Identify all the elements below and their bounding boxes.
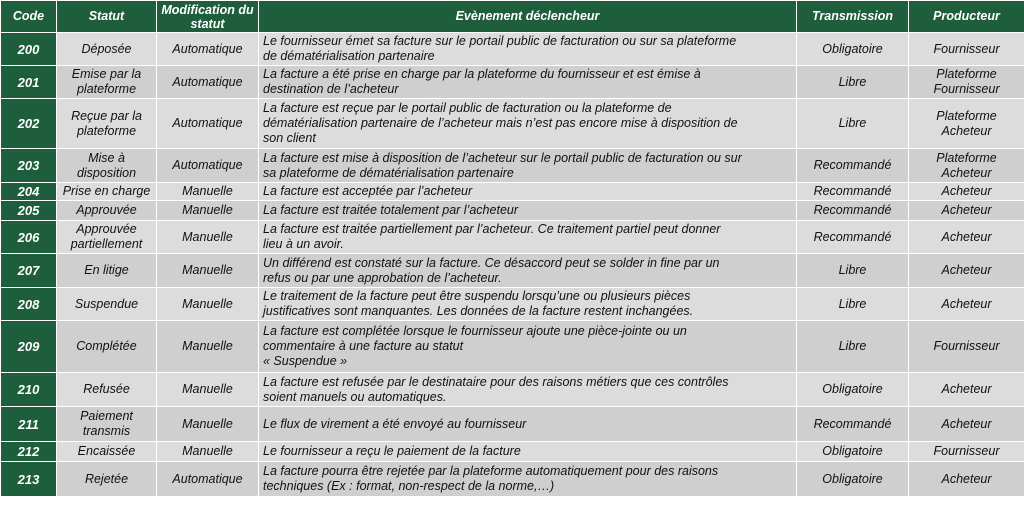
transmission-cell: Libre: [797, 321, 909, 373]
cell-line: Acheteur: [941, 184, 992, 198]
modification-cell: Automatique: [157, 99, 259, 149]
producteur-cell: [909, 183, 1024, 201]
code-cell: 203: [1, 149, 57, 183]
cell-line: Fournisseur: [933, 444, 1000, 458]
evenement-cell: [259, 99, 797, 149]
cell-line: « Suspendue »: [263, 354, 348, 368]
cell-line: Fournisseur: [933, 339, 1000, 353]
cell-line: sa plateforme de dématérialisation partenaire: [263, 165, 514, 180]
cell-line: disposition: [76, 165, 137, 180]
code-cell: 212: [1, 442, 57, 462]
evenement-cell: [259, 221, 797, 254]
cell-line: Plateforme: [936, 150, 997, 165]
cell-line: Emise par la: [71, 67, 142, 81]
statut-cell: [57, 288, 157, 321]
cell-line: Le traitement de la facture peut être suspendu lorsqu’une ou plusieurs pièces: [263, 289, 691, 303]
modification-cell: Automatique: [157, 462, 259, 497]
cell-line: soient manuels ou automatiques.: [263, 389, 447, 404]
cell-line: La facture est acceptée par l’acheteur: [263, 184, 473, 198]
table-row: [1, 99, 1024, 149]
table-row: [1, 373, 1024, 407]
cell-line: La facture a été prise en charge par la plateforme du fournisseur et est émise à: [263, 67, 701, 81]
cell-line: Refusée: [83, 382, 130, 396]
transmission-cell: Obligatoire: [797, 373, 909, 407]
code-cell: 209: [1, 321, 57, 373]
cell-line: Plateforme: [936, 108, 997, 123]
table-row: [1, 321, 1024, 373]
modification-cell: Manuelle: [157, 183, 259, 201]
cell-line: En litige: [84, 263, 129, 277]
modification-cell: Automatique: [157, 66, 259, 99]
cell-line: plateforme: [76, 82, 137, 96]
cell-line: Acheteur: [941, 471, 992, 486]
modification-cell: Manuelle: [157, 442, 259, 462]
evenement-cell: [259, 442, 797, 462]
modification-cell: Manuelle: [157, 201, 259, 221]
modification-cell: Manuelle: [157, 321, 259, 373]
cell-line: Acheteur: [941, 203, 992, 217]
code-cell: 210: [1, 373, 57, 407]
producteur-cell: [909, 149, 1024, 183]
cell-line: Un différend est constaté sur la facture. Ce désaccord peut se solder in fine par un: [263, 255, 720, 270]
statut-cell: [57, 254, 157, 288]
statut-cell: [57, 149, 157, 183]
evenement-cell: [259, 321, 797, 373]
cell-line: dématérialisation partenaire de l’acheteur mais n’est pas encore mise à disposition de: [263, 116, 738, 130]
producteur-cell: [909, 254, 1024, 288]
header-producteur: Producteur: [909, 1, 1024, 33]
cell-line: plateforme: [76, 123, 137, 138]
cell-line: commentaire à une facture au statut: [263, 339, 464, 353]
cell-line: Fournisseur: [933, 41, 1000, 56]
evenement-cell: [259, 254, 797, 288]
cell-line: Le fournisseur a reçu le paiement de la facture: [263, 444, 521, 458]
table-row: [1, 149, 1024, 183]
statut-cell: [57, 442, 157, 462]
cell-line: Fournisseur: [933, 82, 1000, 96]
modification-cell: Manuelle: [157, 407, 259, 442]
cell-line: Prise en charge: [62, 184, 151, 198]
transmission-cell: Recommandé: [797, 221, 909, 254]
statut-cell: [57, 407, 157, 442]
cell-line: La facture est mise à disposition de l’acheteur sur le portail public de facturation ou sur: [263, 150, 742, 165]
cell-line: Plateforme: [936, 67, 997, 81]
cell-line: Acheteur: [941, 382, 992, 396]
cell-line: Acheteur: [941, 165, 992, 180]
evenement-cell: [259, 407, 797, 442]
modification-cell: Manuelle: [157, 221, 259, 254]
statut-cell: [57, 33, 157, 66]
cell-line: La facture est traitée partiellement par l’acheteur. Ce traitement partiel peut donner: [263, 222, 721, 236]
transmission-cell: Libre: [797, 254, 909, 288]
producteur-cell: [909, 201, 1024, 221]
statut-cell: [57, 373, 157, 407]
cell-line: refus ou par une approbation de l’acheteur.: [263, 270, 502, 285]
cell-line: Approuvée: [76, 203, 137, 217]
header-statut: Statut: [57, 1, 157, 33]
cell-line: de dématérialisation partenaire: [263, 49, 435, 63]
evenement-cell: [259, 373, 797, 407]
statut-cell: [57, 99, 157, 149]
cell-line: Le fournisseur émet sa facture sur le portail public de facturation ou sur sa plateforme: [263, 34, 737, 48]
header-evenement: Evènement déclencheur: [259, 1, 797, 33]
cell-line: La facture est complétée lorsque le fournisseur ajoute une pièce-jointe ou un: [263, 324, 687, 338]
cell-line: Acheteur: [941, 416, 992, 431]
transmission-cell: Recommandé: [797, 149, 909, 183]
table-row: [1, 33, 1024, 66]
table-row: [1, 407, 1024, 442]
table-row: [1, 66, 1024, 99]
producteur-cell: [909, 221, 1024, 254]
transmission-cell: Libre: [797, 99, 909, 149]
table-body: [1, 33, 1024, 497]
cell-line: justificatives sont manquantes. Les données de la facture restent inchangées.: [263, 304, 694, 318]
transmission-cell: Recommandé: [797, 201, 909, 221]
modification-cell: Manuelle: [157, 373, 259, 407]
code-cell: 204: [1, 183, 57, 201]
producteur-cell: [909, 373, 1024, 407]
code-cell: 202: [1, 99, 57, 149]
statut-cell: [57, 221, 157, 254]
evenement-cell: [259, 66, 797, 99]
code-cell: 201: [1, 66, 57, 99]
table-row: [1, 254, 1024, 288]
modification-cell: Manuelle: [157, 254, 259, 288]
code-cell: 208: [1, 288, 57, 321]
table-row: [1, 221, 1024, 254]
header-modification: Modification du statut: [157, 1, 259, 33]
producteur-cell: [909, 288, 1024, 321]
cell-line: Paiement: [80, 409, 133, 423]
producteur-cell: [909, 33, 1024, 66]
producteur-cell: [909, 99, 1024, 149]
table-row: [1, 442, 1024, 462]
statut-cell: [57, 201, 157, 221]
cell-line: Reçue par la: [71, 108, 142, 123]
header-row: [1, 1, 1024, 33]
cell-line: Suspendue: [74, 296, 139, 311]
cell-line: partiellement: [70, 237, 143, 251]
producteur-cell: [909, 462, 1024, 497]
cell-line: Acheteur: [941, 123, 992, 138]
cell-line: La facture pourra être rejetée par la plateforme automatiquement pour des raisons: [263, 464, 719, 478]
code-cell: 200: [1, 33, 57, 66]
producteur-cell: [909, 66, 1024, 99]
transmission-cell: Obligatoire: [797, 442, 909, 462]
transmission-cell: Recommandé: [797, 183, 909, 201]
modification-cell: Automatique: [157, 149, 259, 183]
transmission-cell: Obligatoire: [797, 33, 909, 66]
header-code: Code: [1, 1, 57, 33]
evenement-cell: [259, 183, 797, 201]
evenement-cell: [259, 33, 797, 66]
cell-line: Acheteur: [941, 263, 992, 277]
table-row: [1, 183, 1024, 201]
cell-line: transmis: [82, 424, 131, 438]
evenement-cell: [259, 462, 797, 497]
transmission-cell: Recommandé: [797, 407, 909, 442]
code-cell: 211: [1, 407, 57, 442]
code-cell: 207: [1, 254, 57, 288]
code-cell: 205: [1, 201, 57, 221]
evenement-cell: [259, 288, 797, 321]
cell-line: Encaissée: [77, 444, 136, 458]
cell-line: Mise à: [88, 150, 125, 165]
cell-line: La facture est traitée totalement par l’acheteur: [263, 203, 519, 217]
modification-cell: Automatique: [157, 33, 259, 66]
cell-line: Déposée: [81, 41, 132, 56]
cell-line: Complétée: [76, 339, 137, 353]
table-row: [1, 288, 1024, 321]
cell-line: Acheteur: [941, 229, 992, 244]
transmission-cell: Libre: [797, 288, 909, 321]
evenement-cell: [259, 201, 797, 221]
cell-line: Rejetée: [84, 471, 129, 486]
code-cell: 213: [1, 462, 57, 497]
cell-line: La facture est refusée par le destinataire pour des raisons métiers que ces contrôles: [263, 374, 729, 389]
cell-line: Acheteur: [941, 296, 992, 311]
evenement-cell: [259, 149, 797, 183]
transmission-cell: Libre: [797, 66, 909, 99]
table-row: [1, 201, 1024, 221]
header-transmission: Transmission: [797, 1, 909, 33]
cell-line: techniques (Ex : format, non-respect de la norme,…): [263, 479, 555, 493]
producteur-cell: [909, 442, 1024, 462]
cell-line: destination de l’acheteur: [263, 82, 399, 96]
modification-cell: Manuelle: [157, 288, 259, 321]
code-cell: 206: [1, 221, 57, 254]
producteur-cell: [909, 321, 1024, 373]
transmission-cell: Obligatoire: [797, 462, 909, 497]
cell-line: son client: [263, 131, 316, 145]
statut-cell: [57, 321, 157, 373]
cell-line: Le flux de virement a été envoyé au fournisseur: [263, 416, 527, 431]
statut-cell: [57, 183, 157, 201]
cell-line: La facture est reçue par le portail public de facturation ou la plateforme de: [263, 101, 672, 115]
statut-cell: [57, 462, 157, 497]
cell-line: lieu à un avoir.: [263, 237, 344, 251]
statut-cell: [57, 66, 157, 99]
producteur-cell: [909, 407, 1024, 442]
cell-line: Approuvée: [76, 222, 137, 236]
table-row: [1, 462, 1024, 497]
